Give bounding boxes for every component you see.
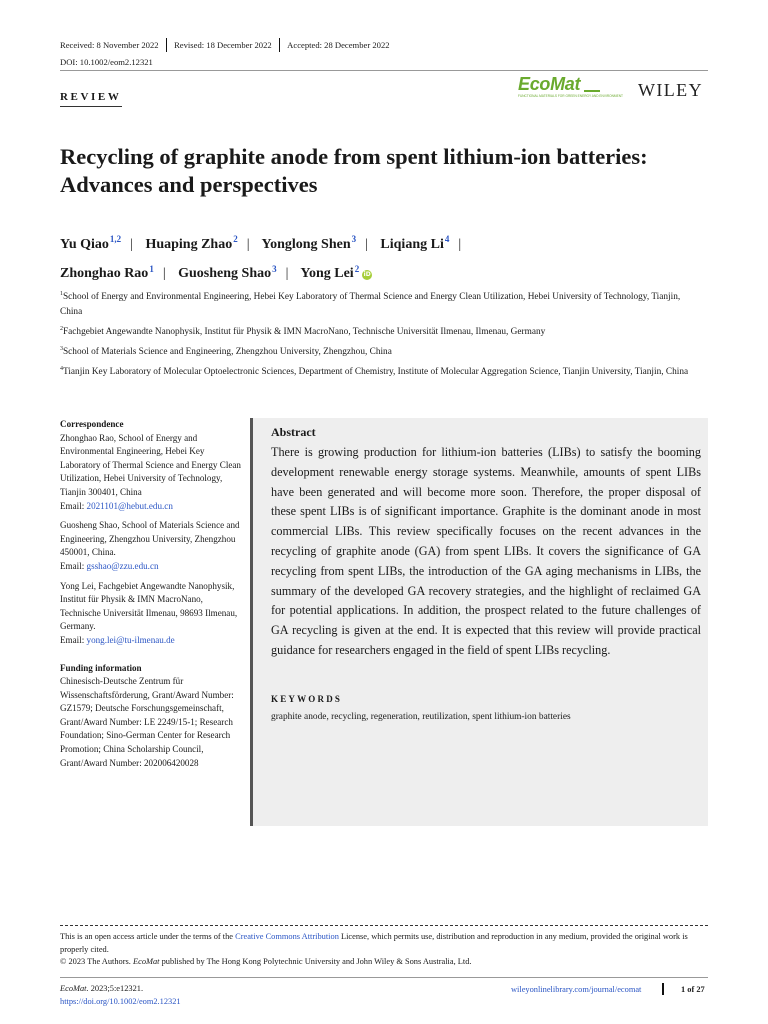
affiliations [60, 287, 700, 382]
author[interactable]: Yonglong Shen$^3$ [261, 234, 357, 252]
correspondence-column [60, 418, 242, 770]
ecomat-logo-bar [584, 90, 600, 92]
keywords-heading: KEYWORDS [271, 694, 343, 704]
doi: DOI: 10.1002/eom2.12321 [60, 57, 153, 67]
wiley-logo[interactable]: WILEY [638, 80, 703, 100]
author[interactable]: Liqiang Li$^4$ [380, 234, 450, 252]
funding-text: Chinesisch-Deutsche Zentrum für Wissenschaftsförderung, Grant/Award Number: GZ1579; Deutsche Forschungsgemeinschaft, Grant/Award Number: LE 2249/15-1; Research Foundation; Sino-German Center for Research Promotion; China Scholarship Council, Grant/Award Number: 202006420028 [60, 676, 234, 768]
license-notice [60, 931, 708, 969]
abstract-text: There is growing production for lithium-ion batteries (LIBs) to satisfy the booming development renewable energy storage systems. Meanwhile, amounts of spent LIBs have been generated and will become more soon. Therefore, the proper disposal of these spent LIBs is of significant importance. Graphite is the dominant anode in most commercial LIBs. This review specifically focuses on the recent advances in the recycling of graphite anode (GA) from spent LIBs. It covers the significance of GA recycling from spent LIBs, the introduction of the GA aging mechanisms in LIBs, the summary of the developed GA recovery strategies, and the highlight of reclaimed GA for potential applications. In addition, the prospect related to the future challenges of GA recycling is given at the end. It is expected that this review will provide practical guidance for researchers engaged in the field of spent LIBs recycling. [271, 445, 701, 657]
keywords: graphite anode, recycling, regeneration, reutilization, spent lithium-ion batteries [271, 712, 571, 722]
license-text: This is an open access article under the terms of the Creative Commons Attribution License, which permits use, distribution and reproduction in any medium, provided the original work is properly cited. [60, 932, 688, 954]
email-link[interactable]: 2021101@hebut.edu.cn [86, 500, 173, 511]
orcid-icon[interactable]: iD [363, 271, 371, 279]
correspondence-entry: Guosheng Shao, School of Materials Science and Engineering, Zhengzhou University, Zhengzhou 450001, China. Email: gsshao@zzu.edu.cn [60, 520, 240, 571]
accepted-date: Accepted: 28 December 2022 [287, 40, 390, 50]
ecomat-logo[interactable]: EcoMat [518, 74, 581, 94]
author-separator: | [130, 236, 133, 252]
section-label-underline [60, 106, 122, 107]
email-link[interactable]: gsshao@zzu.edu.cn [86, 560, 159, 571]
author[interactable]: Yong Lei$^2$ [300, 263, 360, 282]
author-separator: | [285, 266, 289, 282]
correspondence-heading: Correspondence [60, 419, 124, 429]
author-separator: | [162, 266, 166, 282]
correspondence-entry: Zhonghao Rao, School of Energy and Environmental Engineering, Hebei Key Laboratory of Thermal Science and Energy Clean Utilization, Hebei University of Technology, Tianjin 300401, China Email: 2021101@hebut.edu.cn [60, 432, 241, 511]
footer-rule [60, 977, 708, 978]
email-link[interactable]: yong.lei@tu-ilmenau.de [86, 634, 175, 645]
author[interactable]: Zhonghao Rao$^1$ [60, 263, 154, 282]
author-list [60, 227, 700, 286]
affiliation: $^3$School of Materials Science and Engineering, Zhengzhou University, Zhengzhou, China [60, 345, 392, 357]
header-rule [60, 70, 708, 71]
footer-dashed-rule [60, 925, 708, 926]
journal-website-link[interactable]: wileyonlinelibrary.com/journal/ecomat [511, 985, 642, 994]
article-dates [60, 38, 390, 52]
author-separator: | [458, 236, 462, 252]
copyright-text: © 2023 The Authors. EcoMat published by The Hong Kong Polytechnic University and John Wiley & Sons Australia, Ltd. [60, 957, 472, 967]
section-label: REVIEW [60, 91, 122, 103]
revised-date: Revised: 18 December 2022 [174, 40, 272, 50]
author[interactable]: Yu Qiao$^{1,2}$ [60, 234, 122, 252]
affiliation: $^2$Fachgebiet Angewandte Nanophysik, Institut für Physik & IMN MacroNano, Technische Universität Ilmenau, Ilmenau, Germany [60, 325, 546, 337]
divider [166, 38, 168, 52]
creative-commons-link[interactable]: Creative Commons Attribution [235, 932, 339, 941]
page-number: 1 of 27 [681, 985, 705, 994]
funding-heading: Funding information [60, 662, 142, 673]
divider [279, 38, 281, 52]
author[interactable]: Guosheng Shao$^3$ [178, 263, 277, 282]
author-separator: | [246, 236, 250, 252]
received-date: Received: 8 November 2022 [60, 40, 159, 50]
affiliation: $^4$Tianjin Key Laboratory of Molecular Optoelectronic Sciences, Department of Chemistry, Institute of Molecular Aggregation Science, Tianjin University, Tianjin, China [60, 365, 689, 377]
citation: EcoMat. 2023;5:e12321. https://doi.org/10.1002/eom2.12321 [60, 984, 181, 1006]
ecomat-logo-subtext: FUNCTIONAL MATERIALS FOR GREEN ENERGY AND ENVIRONMENT [518, 94, 623, 98]
correspondence-entry: Yong Lei, Fachgebiet Angewandte Nanophysik, Institut für Physik & IMN MacroNano, Technische Universität Ilmenau, 98693 Ilmenau, Germany. Email: yong.lei@tu-ilmenau.de [60, 580, 238, 645]
doi-link[interactable]: https://doi.org/10.1002/eom2.12321 [60, 996, 181, 1006]
footer-divider [662, 983, 664, 995]
author[interactable]: Huaping Zhao$^2$ [145, 234, 238, 252]
affiliation: $^1$School of Energy and Environmental Engineering, Hebei Key Laboratory of Thermal Science and Energy Clean Utilization, Hebei University of Technology, Tianjin, China [60, 291, 681, 317]
author-separator: | [365, 236, 368, 252]
article-title: Recycling of graphite anode from spent lithium-ion batteries: Advances and perspectives [60, 144, 648, 197]
abstract-heading: Abstract [271, 425, 316, 439]
